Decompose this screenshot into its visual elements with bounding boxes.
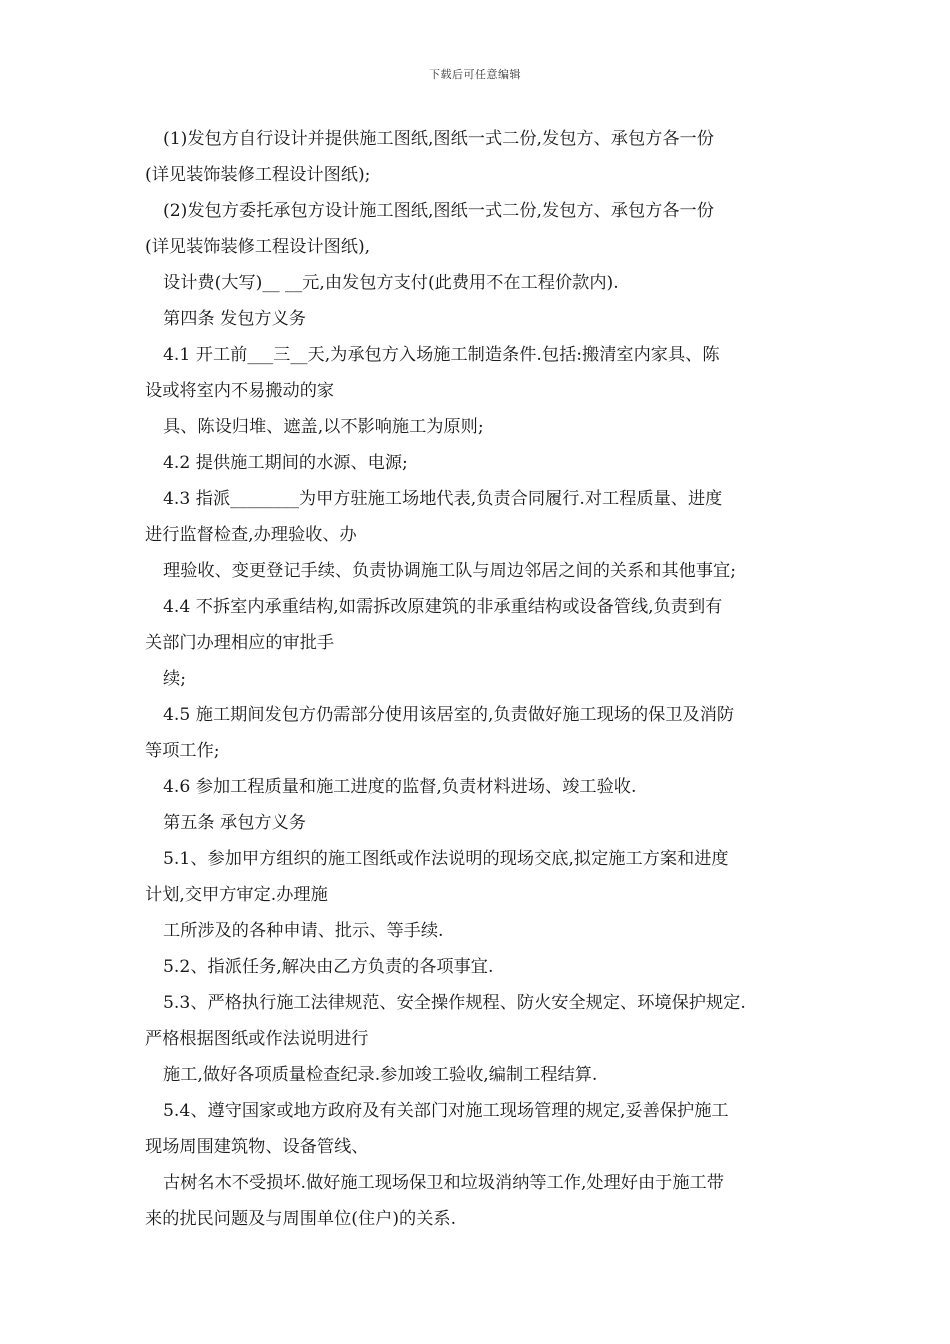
document-text-line: 理验收、变更登记手续、负责协调施工队与周边邻居之间的关系和其他事宜; xyxy=(163,561,736,581)
document-text-line: 5.1、参加甲方组织的施工图纸或作法说明的现场交底,拟定施工方案和进度 xyxy=(163,849,729,869)
document-text-line: (2)发包方委托承包方设计施工图纸,图纸一式二份,发包方、承包方各一份 xyxy=(163,201,714,221)
document-text-line: 第五条 承包方义务 xyxy=(163,813,306,833)
document-text-line: 4.5 施工期间发包方仍需部分使用该居室的,负责做好施工现场的保卫及消防 xyxy=(163,705,735,725)
document-text-line: (详见装饰装修工程设计图纸), xyxy=(145,237,371,257)
document-text-line: 来的扰民问题及与周围单位(住户)的关系. xyxy=(145,1209,457,1229)
document-text-line: 古树名木不受损坏.做好施工现场保卫和垃圾消纳等工作,处理好由于施工带 xyxy=(163,1173,724,1193)
document-text-line: 严格根据图纸或作法说明进行 xyxy=(145,1029,369,1049)
document-text-line: 4.1 开工前___三__天,为承包方入场施工制造条件.包括:搬清室内家具、陈 xyxy=(163,345,720,365)
document-text-line: 关部门办理相应的审批手 xyxy=(145,633,335,653)
document-text-line: 第四条 发包方义务 xyxy=(163,309,306,329)
document-text-line: 等项工作; xyxy=(145,741,220,761)
document-text-line: 施工,做好各项质量检查纪录.参加竣工验收,编制工程结算. xyxy=(163,1065,598,1085)
document-text-line: 5.3、严格执行施工法律规范、安全操作规程、防火安全规定、环境保护规定. xyxy=(163,993,746,1013)
document-text-line: 设计费(大写)__ __元,由发包方支付(此费用不在工程价款内). xyxy=(163,273,619,293)
document-text-line: 现场周围建筑物、设备管线、 xyxy=(145,1137,369,1157)
document-text-line: 4.4 不拆室内承重结构,如需拆改原建筑的非承重结构或设备管线,负责到有 xyxy=(163,597,723,617)
document-text-line: 续; xyxy=(163,669,186,689)
document-text-line: 设或将室内不易搬动的家 xyxy=(145,381,335,401)
document-text-line: 4.3 指派________为甲方驻施工场地代表,负责合同履行.对工程质量、进度 xyxy=(163,489,723,509)
document-text-line: 工所涉及的各种申请、批示、等手续. xyxy=(163,921,444,941)
document-body xyxy=(145,121,815,1237)
document-text-line: 4.2 提供施工期间的水源、电源; xyxy=(163,453,408,473)
document-text-line: 5.2、指派任务,解决由乙方负责的各项事宜. xyxy=(163,957,494,977)
document-text-line: 进行监督检查,办理验收、办 xyxy=(145,525,357,545)
document-text-line: 具、陈设归堆、遮盖,以不影响施工为原则; xyxy=(163,417,484,437)
page-header-watermark: 下载后可任意编辑 xyxy=(429,68,521,81)
document-text-line: (详见装饰装修工程设计图纸); xyxy=(145,165,371,185)
document-text-line: 计划,交甲方审定.办理施 xyxy=(145,885,328,905)
document-text-line: 4.6 参加工程质量和施工进度的监督,负责材料进场、竣工验收. xyxy=(163,777,637,797)
document-text-line: (1)发包方自行设计并提供施工图纸,图纸一式二份,发包方、承包方各一份 xyxy=(163,129,714,149)
document-text-line: 5.4、遵守国家或地方政府及有关部门对施工现场管理的规定,妥善保护施工 xyxy=(163,1101,729,1121)
